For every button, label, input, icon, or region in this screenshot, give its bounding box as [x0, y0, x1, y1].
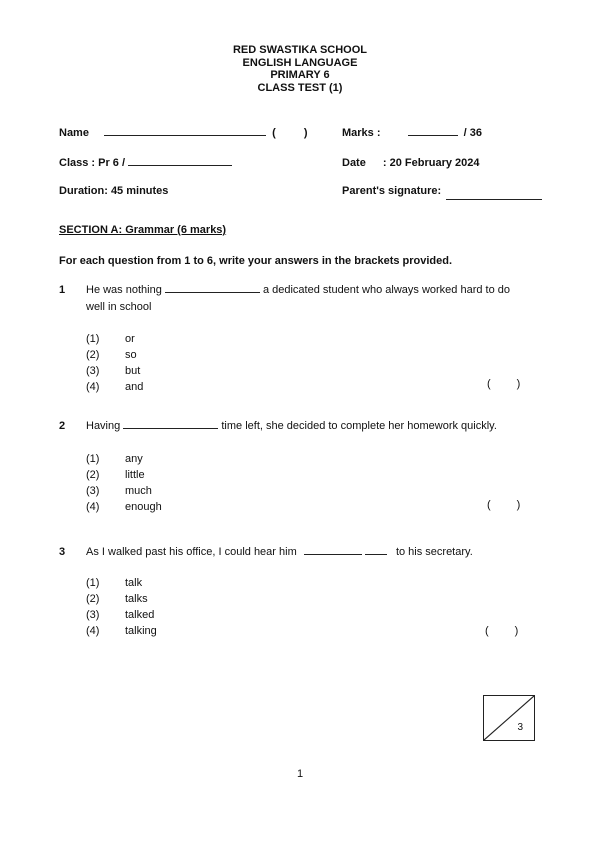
answer-bracket-3[interactable]: ( ) — [485, 625, 519, 637]
option[interactable]: (4) and — [86, 381, 144, 393]
options-list-3 — [86, 575, 157, 639]
option[interactable]: (3) much — [86, 485, 152, 497]
parent-signature-field — [342, 185, 542, 197]
answer-blank[interactable] — [304, 546, 362, 555]
section-title: SECTION A: Grammar (6 marks) — [59, 224, 227, 236]
question-text — [86, 282, 526, 316]
page-number: 1 — [296, 768, 304, 780]
answer-blank-2[interactable] — [365, 546, 387, 555]
option[interactable]: (1) talk — [86, 577, 143, 589]
date-field — [342, 157, 480, 169]
question-text-before: He was nothing — [86, 284, 162, 296]
question-number: 3 — [59, 546, 66, 558]
marks-label: Marks : — [342, 127, 381, 139]
subject-title: ENGLISH LANGUAGE — [242, 56, 358, 69]
option[interactable]: (1) or — [86, 333, 135, 345]
school-name: RED SWASTIKA SCHOOL — [232, 44, 368, 56]
parent-signature-label: Parent's signature: — [342, 185, 442, 197]
name-bracket-close: ) — [303, 127, 308, 139]
answer-blank[interactable] — [123, 420, 218, 429]
name-blank[interactable] — [104, 127, 266, 136]
options-list-1 — [86, 331, 143, 395]
option[interactable]: (2) little — [86, 469, 145, 481]
option[interactable]: (1) any — [86, 453, 143, 465]
marks-field — [342, 127, 482, 139]
marks-blank[interactable] — [408, 127, 458, 136]
answer-blank[interactable] — [165, 284, 260, 293]
option[interactable]: (3) but — [86, 365, 141, 377]
answer-bracket-2[interactable]: ( ) — [487, 499, 521, 511]
name-field[interactable] — [59, 127, 308, 139]
question-text-before: Having — [86, 420, 121, 432]
question-text — [86, 418, 546, 435]
option[interactable]: (3) talked — [86, 609, 155, 621]
answer-bracket-1[interactable]: ( ) — [487, 378, 521, 390]
date-value: : 20 February 2024 — [382, 157, 480, 169]
test-title: CLASS TEST (1) — [257, 81, 343, 94]
level-title: PRIMARY 6 — [270, 69, 330, 81]
option[interactable]: (2) so — [86, 349, 137, 361]
name-bracket-open: ( — [272, 127, 276, 139]
question-text-before: As I walked past his office, I could hear him — [86, 546, 297, 558]
question-text-after: to his secretary. — [395, 546, 473, 558]
class-label: Class : Pr 6 / — [59, 157, 126, 169]
name-label: Name — [59, 127, 89, 139]
question-text-after: a dedicated student who always worked hard to do well in school — [86, 284, 510, 313]
question-text — [86, 544, 546, 561]
options-list-2 — [86, 451, 162, 515]
score-box — [483, 695, 535, 741]
class-field[interactable] — [59, 157, 232, 169]
option[interactable]: (4) talking — [86, 625, 157, 637]
parent-signature-blank[interactable] — [446, 191, 542, 200]
duration-text: Duration: 45 minutes — [59, 185, 169, 197]
section-instruction: For each question from 1 to 6, write your answers in the brackets provided. — [59, 255, 453, 267]
marks-total: / 36 — [463, 127, 483, 139]
question-number: 1 — [59, 284, 66, 296]
score-box-diagonal — [484, 696, 534, 740]
question-number: 2 — [59, 420, 66, 432]
date-label: Date — [342, 157, 366, 169]
question-text-after: time left, she decided to complete her homework quickly. — [221, 420, 497, 432]
option[interactable]: (2) talks — [86, 593, 148, 605]
option[interactable]: (4) enough — [86, 501, 162, 513]
score-box-total: 3 — [517, 722, 523, 733]
document-header — [0, 44, 600, 94]
class-blank[interactable] — [128, 157, 232, 166]
